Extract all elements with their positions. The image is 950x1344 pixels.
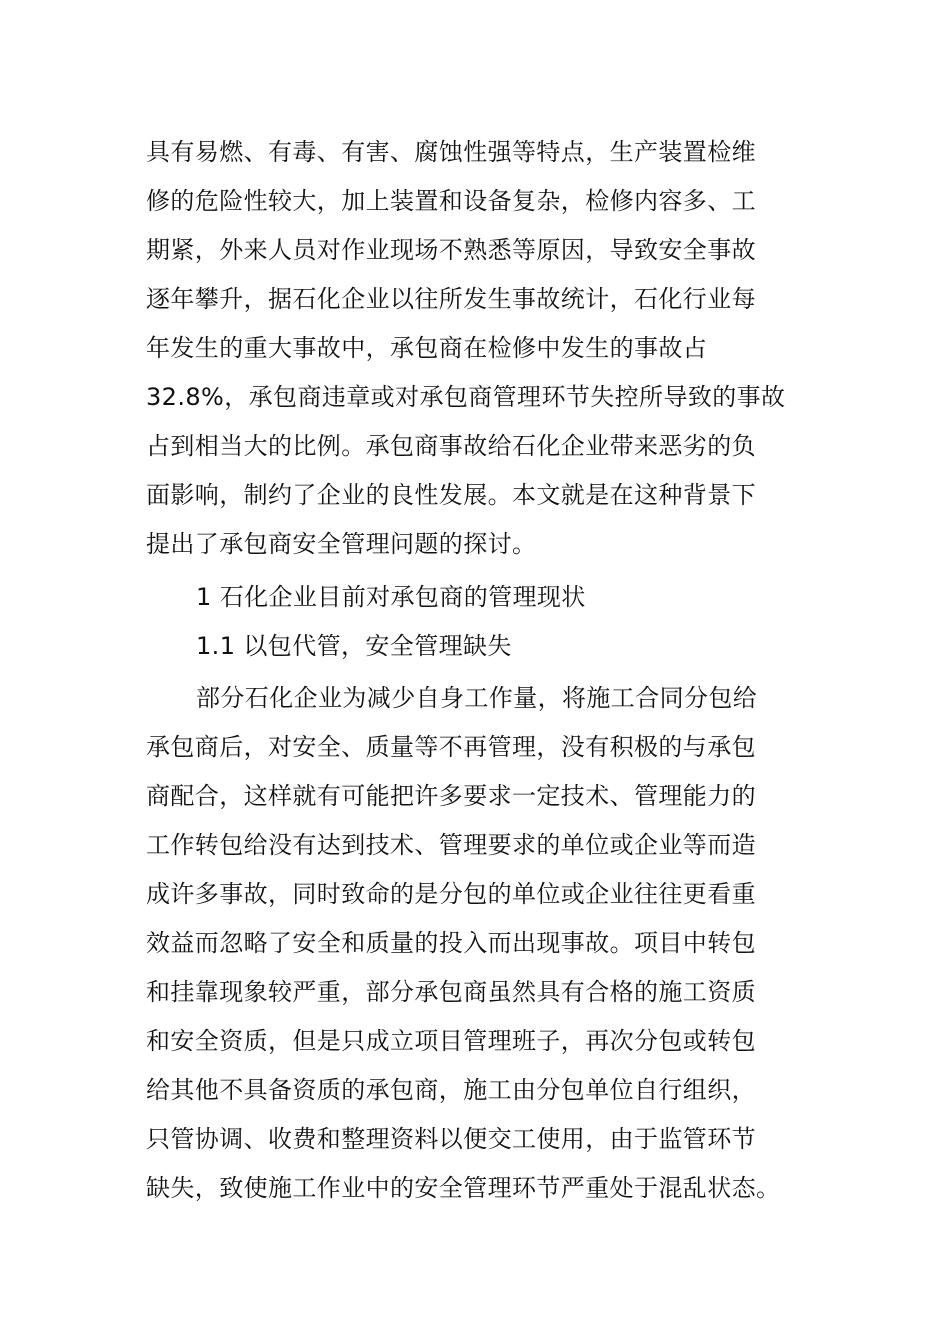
body-text-line: 给其他不具备资质的承包商，施工由分包单位自行组织， bbox=[146, 1076, 756, 1104]
body-text-line: 占到相当大的比例。承包商事故给石化企业带来恶劣的负 bbox=[146, 432, 756, 460]
body-text-line: 效益而忽略了安全和质量的投入而出现事故。项目中转包 bbox=[146, 929, 756, 957]
body-text-line: 逐年攀升，据石化企业以往所发生事故统计，石化行业每 bbox=[146, 285, 756, 313]
body-text-line: 面影响，制约了企业的良性发展。本文就是在这种背景下 bbox=[146, 481, 756, 509]
body-text-line: 只管协调、收费和整理资料以便交工使用，由于监管环节 bbox=[146, 1125, 756, 1153]
body-text-line: 和挂靠现象较严重，部分承包商虽然具有合格的施工资质 bbox=[146, 978, 756, 1006]
body-text-line: 期紧，外来人员对作业现场不熟悉等原因，导致安全事故 bbox=[146, 236, 756, 264]
body-text-line: 承包商后，对安全、质量等不再管理，没有积极的与承包 bbox=[146, 733, 756, 761]
body-text-line: 和安全资质，但是只成立项目管理班子，再次分包或转包 bbox=[146, 1027, 756, 1055]
section-heading: 1 石化企业目前对承包商的管理现状 bbox=[196, 583, 586, 611]
body-text-line: 成许多事故，同时致命的是分包的单位或企业往往更看重 bbox=[146, 880, 756, 908]
body-text-line: 工作转包给没有达到技术、管理要求的单位或企业等而造 bbox=[146, 831, 756, 859]
body-text-line: 商配合，这样就有可能把许多要求一定技术、管理能力的 bbox=[146, 782, 756, 810]
subsection-heading: 1.1 以包代管，安全管理缺失 bbox=[196, 632, 512, 660]
body-text-line: 缺失，致使施工作业中的安全管理环节严重处于混乱状态。 bbox=[146, 1174, 781, 1202]
body-text-line: 具有易燃、有毒、有害、腐蚀性强等特点，生产装置检维 bbox=[146, 138, 756, 166]
body-text-line: 修的危险性较大，加上装置和设备复杂，检修内容多、工 bbox=[146, 187, 756, 215]
body-text-line: 年发生的重大事故中，承包商在检修中发生的事故占 bbox=[146, 334, 708, 362]
body-text-line: 32.8%，承包商违章或对承包商管理环节失控所导致的事故 bbox=[146, 383, 786, 411]
body-text-line: 部分石化企业为减少自身工作量，将施工合同分包给 bbox=[196, 684, 758, 712]
body-text-line: 提出了承包商安全管理问题的探讨。 bbox=[146, 530, 537, 558]
